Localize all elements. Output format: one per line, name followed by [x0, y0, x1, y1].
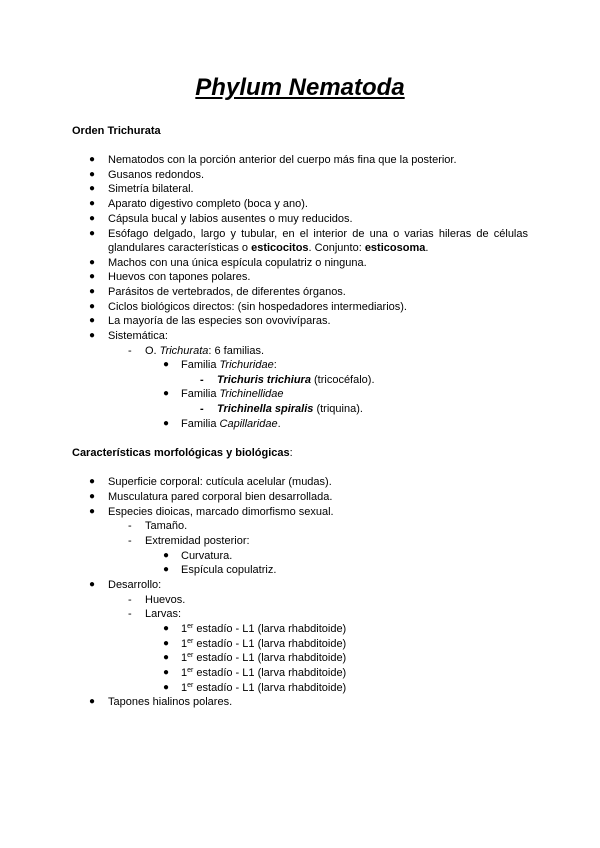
list-subitem-text: [217, 402, 363, 416]
species-name: Trichuris trichiura: [217, 374, 311, 386]
larva-stage-item: [0, 666, 600, 680]
bullet-marker: ●: [163, 388, 170, 399]
heading-text: Características morfológicas y biológicas: [72, 447, 290, 459]
list-item-text: Especies dioicas, marcado dimorfismo sexual.: [108, 506, 334, 518]
list-subitem-text: [181, 666, 346, 680]
bullet-marker: ●: [89, 579, 96, 590]
dash-marker: -: [200, 374, 204, 386]
taxon-name: Trichurata: [159, 345, 209, 357]
bullet-marker: ●: [89, 315, 96, 326]
text-fragment: .: [277, 418, 281, 430]
list-item-text: Gusanos redondos.: [108, 169, 205, 181]
text-fragment: O.: [145, 345, 160, 357]
section-heading-orden: Orden Trichurata: [72, 125, 161, 137]
list-subitem: [0, 534, 600, 548]
list-subitem-text: Curvatura.: [181, 550, 233, 562]
bullet-marker: ●: [163, 623, 170, 634]
text-fragment: Familia: [181, 388, 220, 400]
bullet-marker: ●: [89, 198, 96, 209]
bullet-marker: ●: [89, 506, 96, 517]
larva-stage-item: [0, 681, 600, 695]
stage-number: 1: [181, 638, 188, 650]
list-subitem: [0, 593, 600, 607]
text-fragment: .: [425, 242, 429, 254]
bullet-marker: ●: [163, 638, 170, 649]
list-subitem-text: [181, 681, 346, 695]
bullet-marker: ●: [163, 682, 170, 693]
ordinal-suffix: er: [187, 638, 194, 645]
list-subitem: [0, 607, 600, 621]
bullet-marker: ●: [89, 169, 96, 180]
list-item: [0, 182, 600, 196]
list-item: [0, 300, 600, 314]
stage-text: estadío - L1 (larva rhabditoide): [193, 682, 347, 694]
list-item-text: [108, 241, 428, 255]
list-subitem: [0, 358, 600, 372]
list-item-text: Nematodos con la porción anterior del cuerpo más fina que la posterior.: [108, 154, 457, 166]
stage-number: 1: [181, 652, 188, 664]
list-subitem-text: Huevos.: [145, 594, 186, 606]
dash-marker: -: [128, 594, 132, 606]
list-subitem-text: Tamaño.: [145, 520, 188, 532]
list-item: [0, 285, 600, 299]
bullet-marker: ●: [89, 183, 96, 194]
list-item: [0, 505, 600, 519]
ordinal-suffix: er: [187, 667, 194, 674]
list-item-continuation: [0, 241, 600, 255]
bullet-marker: ●: [89, 286, 96, 297]
text-fragment: Familia: [181, 359, 220, 371]
bullet-marker: ●: [89, 257, 96, 268]
bullet-marker: ●: [89, 271, 96, 282]
section-heading-caracteristicas: [72, 446, 293, 460]
list-subitem-text: [181, 358, 277, 372]
dash-marker: -: [128, 535, 132, 547]
bullet-marker: ●: [89, 491, 96, 502]
text-fragment: : 6 familias.: [208, 345, 265, 357]
list-subitem-text: [181, 417, 281, 431]
ordinal-suffix: er: [187, 652, 194, 659]
bullet-marker: ●: [163, 359, 170, 370]
list-item-text: Esófago delgado, largo y tubular, en el interior de una o varias hileras de células: [108, 228, 528, 240]
list-item-text: Parásitos de vertebrados, de diferentes órganos.: [108, 286, 346, 298]
list-item: [0, 314, 600, 328]
list-item: [0, 153, 600, 167]
text-fragment: (tricocéfalo).: [310, 374, 375, 386]
list-item: [0, 578, 600, 592]
list-item-text: Desarrollo:: [108, 579, 162, 591]
bullet-marker: ●: [163, 652, 170, 663]
ordinal-suffix: er: [187, 682, 194, 689]
list-item: [0, 227, 600, 241]
bullet-marker: ●: [89, 301, 96, 312]
bullet-marker: ●: [89, 154, 96, 165]
stage-text: estadío - L1 (larva rhabditoide): [193, 652, 347, 664]
list-item: [0, 168, 600, 182]
list-subitem: [0, 402, 600, 416]
list-item-text: Huevos con tapones polares.: [108, 271, 251, 283]
list-item: [0, 212, 600, 226]
dash-marker: -: [128, 345, 132, 357]
list-item-text: Machos con una única espícula copulatriz o ninguna.: [108, 257, 367, 269]
list-item: [0, 270, 600, 284]
list-subitem-text: [145, 344, 264, 358]
list-subitem: [0, 344, 600, 358]
list-item-text: Simetría bilateral.: [108, 183, 194, 195]
bold-term-esticocitos: esticocitos: [251, 242, 309, 254]
bullet-marker: ●: [89, 228, 96, 239]
list-subitem-text: [181, 387, 284, 401]
heading-colon: :: [289, 447, 293, 459]
taxon-name: Capillaridae: [219, 418, 278, 430]
bullet-marker: ●: [89, 696, 96, 707]
stage-number: 1: [181, 682, 188, 694]
taxon-name: Trichuridae: [219, 359, 274, 371]
dash-marker: -: [200, 403, 204, 415]
list-subitem: [0, 519, 600, 533]
bullet-marker: ●: [163, 550, 170, 561]
list-subitem: [0, 549, 600, 563]
list-item: [0, 695, 600, 709]
list-subitem-text: Espícula copulatriz.: [181, 564, 277, 576]
list-item-text: Tapones hialinos polares.: [108, 696, 233, 708]
list-item: [0, 475, 600, 489]
text-fragment: :: [273, 359, 277, 371]
larva-stage-item: [0, 622, 600, 636]
stage-text: estadío - L1 (larva rhabditoide): [193, 667, 347, 679]
larva-stage-item: [0, 637, 600, 651]
stage-number: 1: [181, 623, 188, 635]
list-item-text: Aparato digestivo completo (boca y ano).: [108, 198, 308, 210]
larva-stage-item: [0, 651, 600, 665]
bullet-marker: ●: [89, 213, 96, 224]
bullet-marker: ●: [89, 330, 96, 341]
dash-marker: -: [128, 520, 132, 532]
list-subitem-text: Extremidad posterior:: [145, 535, 250, 547]
list-item: [0, 256, 600, 270]
list-item-text: Musculatura pared corporal bien desarrollada.: [108, 491, 333, 503]
list-item: [0, 490, 600, 504]
list-subitem: [0, 417, 600, 431]
list-item-text: Ciclos biológicos directos: (sin hospedadores intermediarios).: [108, 301, 407, 313]
text-fragment: . Conjunto:: [308, 242, 365, 254]
page-title: Phylum Nematoda: [195, 74, 405, 101]
list-subitem: [0, 387, 600, 401]
text-fragment: glandulares características o: [108, 242, 252, 254]
list-item-text: Superficie corporal: cutícula acelular (mudas).: [108, 476, 332, 488]
bullet-marker: ●: [163, 667, 170, 678]
list-subitem: [0, 373, 600, 387]
bullet-marker: ●: [89, 476, 96, 487]
list-subitem-text: [181, 637, 346, 651]
taxon-name: Trichinellidae: [219, 388, 284, 400]
stage-text: estadío - L1 (larva rhabditoide): [193, 623, 347, 635]
stage-number: 1: [181, 667, 188, 679]
list-item-text: Sistemática:: [108, 330, 168, 342]
ordinal-suffix: er: [187, 623, 194, 630]
species-name: Trichinella spiralis: [217, 403, 314, 415]
list-item: [0, 329, 600, 343]
list-subitem-text: [217, 373, 375, 387]
list-subitem: [0, 563, 600, 577]
text-fragment: Familia: [181, 418, 220, 430]
dash-marker: -: [128, 608, 132, 620]
list-subitem-text: [181, 622, 346, 636]
bullet-marker: ●: [163, 418, 170, 429]
list-subitem-text: Larvas:: [145, 608, 182, 620]
list-subitem-text: [181, 651, 346, 665]
list-item: [0, 197, 600, 211]
bullet-marker: ●: [163, 564, 170, 575]
list-item-text: Cápsula bucal y labios ausentes o muy reducidos.: [108, 213, 353, 225]
text-fragment: (triquina).: [313, 403, 363, 415]
stage-text: estadío - L1 (larva rhabditoide): [193, 638, 347, 650]
list-item-text: La mayoría de las especies son ovovivíparas.: [108, 315, 331, 327]
bold-term-esticosoma: esticosoma: [364, 242, 426, 254]
